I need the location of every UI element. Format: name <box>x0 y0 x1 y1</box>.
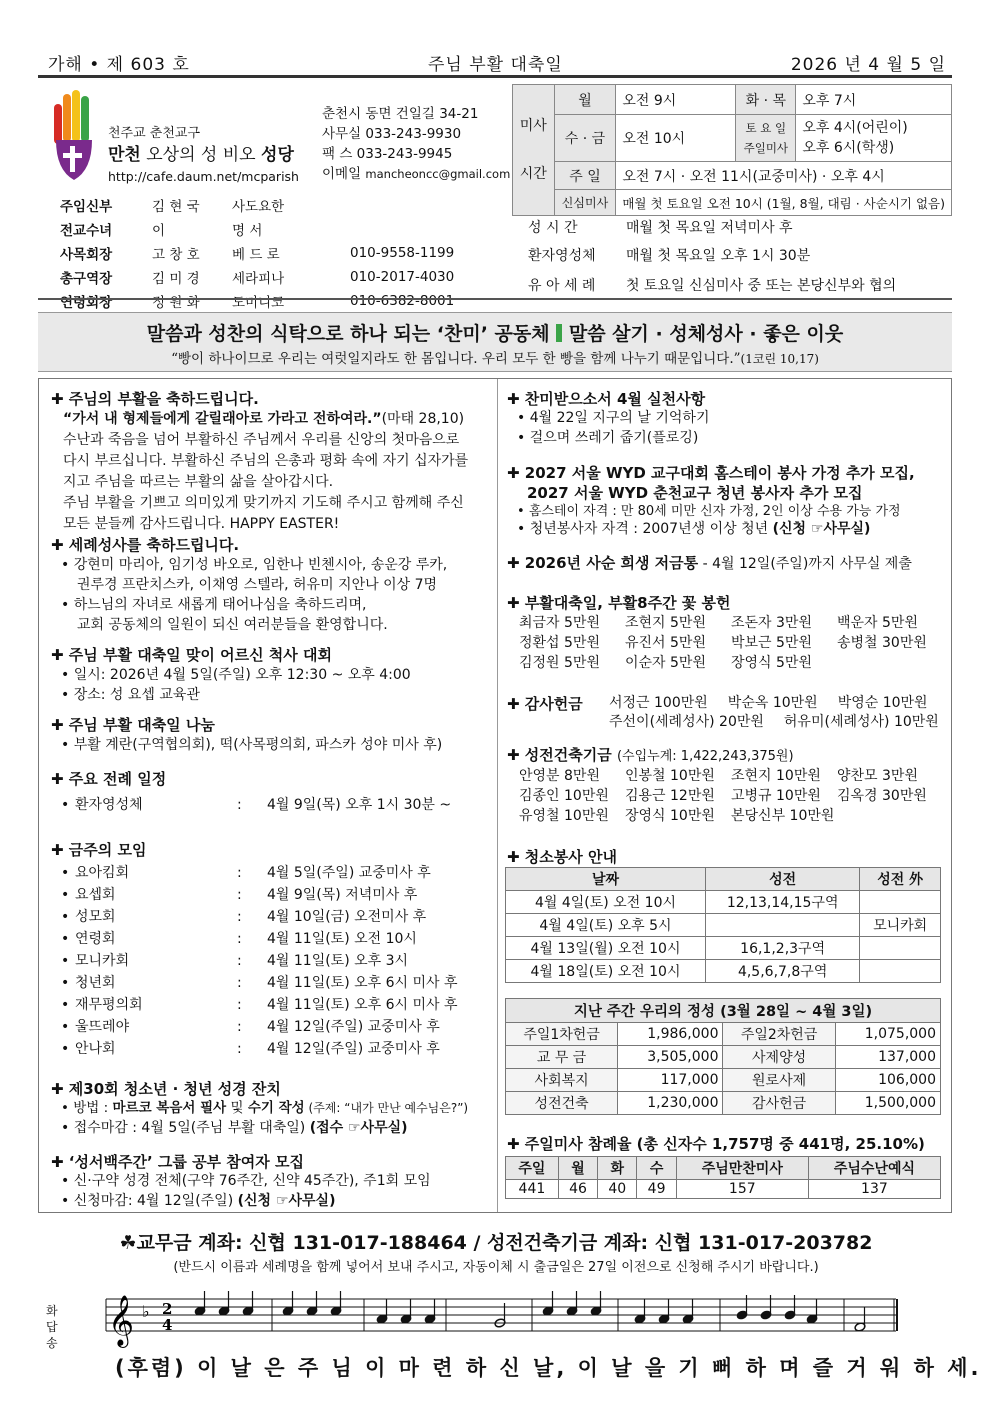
psalm-lyric: (후렴) 이 날 은 주 님 이 마 련 하 신 날, 이 날 을 기 뻐 하 며 즐 거 워 하 세. <box>115 1356 982 1380</box>
share-heading: ✚ 주님 부활 대축일 나눔 <box>51 716 215 734</box>
baptism-heading: ✚ 세례성사를 축하드립니다. <box>51 536 240 554</box>
attendance-value: 137 <box>808 1180 940 1199</box>
mass-tuethu-time: 오후 7시 <box>796 85 952 115</box>
staff-title: 베 드 로 <box>232 247 280 263</box>
donor-entry: 본당신부 10만원 <box>731 808 835 824</box>
easter-line: 지고 주님을 따르는 부활의 삶을 살아갑시다. <box>63 474 334 490</box>
item-when: 4월 11일(토) 오후 6시 미사 후 <box>267 975 458 991</box>
list-bullet: • <box>61 1019 70 1035</box>
infant-baptism-label: 유 아 세 례 <box>528 278 596 294</box>
item-colon: : <box>237 909 242 925</box>
staff-name: 정 원 화 <box>152 295 200 311</box>
list-bullet: • <box>61 931 70 947</box>
bible-week-heading: ✚ ‘성서백주간’ 그룹 공부 참여자 모집 <box>51 1153 304 1171</box>
donor-entry: 허유미(세례성사) 10만원 <box>783 714 939 730</box>
donor-entry: 장영식 5만원 <box>731 655 812 671</box>
item-name: 모니카회 <box>75 953 130 969</box>
mass-label: 미사 시간 <box>513 85 555 216</box>
staff-row <box>60 241 454 265</box>
item-when: 4월 9일(목) 오후 1시 30분 ~ <box>267 797 452 813</box>
list-item <box>61 1017 481 1039</box>
holy-hour-label: 성 시 간 <box>528 220 578 236</box>
list-bullet: • <box>61 997 70 1013</box>
item-when: 4월 10일(금) 오전미사 후 <box>267 909 427 925</box>
offering-row <box>506 1023 941 1046</box>
motto-banner <box>38 312 952 372</box>
cleaning-header: 성전 <box>706 868 860 891</box>
wyd-heading-2: 2027 서울 WYD 춘천교구 청년 봉사자 추가 모집 <box>527 484 863 502</box>
attendance-header: 주님수난예식 <box>808 1157 940 1180</box>
offering-cell: 주일1차헌금 <box>506 1023 618 1046</box>
staff-phone <box>350 217 454 241</box>
liturgy-heading: ✚ 주요 전례 일정 <box>51 770 167 788</box>
attendance-header: 주일 <box>506 1157 559 1180</box>
cleaning-cell: 모니카회 <box>860 914 941 937</box>
item-when: 4월 11일(토) 오후 6시 미사 후 <box>267 997 458 1013</box>
offering-cell: 주일2차헌금 <box>723 1023 835 1046</box>
attendance-header: 주님만찬미사 <box>676 1157 808 1180</box>
holy-hour-time: 매월 첫 목요일 저녁미사 후 <box>626 220 793 236</box>
list-item <box>61 885 481 907</box>
offering-cell: 사회복지 <box>506 1069 618 1092</box>
attendance-value: 46 <box>558 1180 597 1199</box>
offering-cell: 감사헌금 <box>723 1092 835 1115</box>
staff-title: 사도요한 <box>232 199 285 215</box>
psalm-label: 화 답 송 <box>46 1304 58 1350</box>
donor-row <box>519 613 939 633</box>
staff-phone: 010-2017-4030 <box>350 269 455 285</box>
item-name: 청년회 <box>75 975 116 991</box>
cleaning-row <box>506 960 941 983</box>
offering-row <box>506 1069 941 1092</box>
item-colon: : <box>237 797 242 813</box>
thanks-heading: ✚ 감사헌금 <box>507 695 583 713</box>
donor-entry: 조현지 10만원 <box>731 768 821 784</box>
motto-title: 말씀과 성찬의 식탁으로 하나 되는 ‘찬미’ 공동체 말씀 살기 · 성체성사 · 좋은 이웃 <box>146 323 844 345</box>
item-colon: : <box>237 865 242 881</box>
donor-entry: 박순옥 10만원 <box>727 695 818 711</box>
staff-title: 명 서 <box>232 223 263 239</box>
sick-communion-label: 환자영성체 <box>528 248 596 264</box>
donor-entry: 김용근 12만원 <box>625 788 715 804</box>
meetings-list <box>61 863 481 1061</box>
email-row: 이메일 mancheoncc@gmail.com <box>322 166 511 182</box>
offering-cell: 1,986,000 <box>618 1023 723 1046</box>
donor-row <box>519 633 939 653</box>
cleaning-cell: 4월 13일(월) 오전 10시 <box>506 937 706 960</box>
item-name: 연령회 <box>75 931 116 947</box>
cleaning-cell: 4,5,6,7,8구역 <box>706 960 860 983</box>
cleaning-table <box>505 867 941 983</box>
cleaning-cell <box>860 960 941 983</box>
mass-times-table <box>512 84 952 216</box>
share-line: • 부활 계란(구역협의회), 떡(사목평의회, 파스카 성야 미사 후) <box>61 737 443 753</box>
time-signature-bottom: 4 <box>162 1316 173 1334</box>
item-name: 안나회 <box>75 1041 116 1057</box>
staff-row <box>60 289 454 313</box>
donor-row <box>519 653 939 673</box>
donor-entry: 서정근 100만원 <box>609 695 708 711</box>
donor-entry: 박영순 10만원 <box>837 695 928 711</box>
offering-table <box>505 998 941 1115</box>
donor-entry: 조현지 5만원 <box>625 615 706 631</box>
staff-title: 도미니코 <box>232 295 285 311</box>
baptism-line: 교회 공동체의 일원이 되신 여러분들을 환영합니다. <box>77 617 388 633</box>
donor-entry: 유진서 5만원 <box>625 635 706 651</box>
item-name: 울뜨레야 <box>75 1019 130 1035</box>
staff-role: 전교수녀 <box>60 223 113 239</box>
list-bullet: • <box>61 1041 70 1057</box>
list-item <box>61 929 481 951</box>
donor-entry: 송병철 30만원 <box>837 635 927 651</box>
flat-icon: ♭ <box>142 1302 150 1321</box>
donor-entry: 김옥경 30만원 <box>837 788 927 804</box>
cleaning-row <box>506 891 941 914</box>
mass-devotion: 신심미사 <box>554 190 616 216</box>
attendance-heading: ✚ 주일미사 참례율 (총 신자수 1,757명 중 441명, 25.10%) <box>507 1135 925 1153</box>
email-link[interactable]: mancheoncc@gmail.com <box>365 167 511 181</box>
draw-line: • 일시: 2026년 4월 5일(주일) 오후 12:30 ~ 오후 4:00 <box>61 667 411 683</box>
attendance-value: 441 <box>506 1180 559 1199</box>
list-item <box>61 995 481 1017</box>
divider-bar <box>556 324 562 342</box>
diocese-name: 천주교 춘천교구 <box>108 126 201 141</box>
donor-entry: 양찬모 3만원 <box>837 768 918 784</box>
easter-message <box>63 430 468 535</box>
easter-line: 주님 부활을 기쁘고 의미있게 맞기까지 기도해 주시고 함께해 주신 <box>63 495 464 511</box>
attendance-header: 월 <box>558 1157 597 1180</box>
offering-cell: 1,500,000 <box>835 1092 940 1115</box>
issue-number: 가해 • 제 603 호 <box>48 55 190 75</box>
clover-icon: ☘ <box>119 1232 137 1254</box>
flower-heading: ✚ 부활대축일, 부활8주간 꽃 봉헌 <box>507 594 731 612</box>
flower-donors <box>519 613 939 673</box>
building-heading: ✚ 성전건축기금 (수입누계: 1,422,243,375원) <box>507 746 794 764</box>
attendance-header: 수 <box>637 1157 676 1180</box>
mass-tuethu: 화 · 목 <box>736 85 796 115</box>
easter-line: 수난과 죽음을 넘어 부활하신 주님께서 우리를 신앙의 첫마음으로 <box>63 432 460 448</box>
treble-clef-icon: 𝄞 <box>108 1295 135 1346</box>
item-colon: : <box>237 975 242 991</box>
staff-phone: 010-9558-1199 <box>350 245 455 261</box>
item-colon: : <box>237 887 242 903</box>
list-bullet: • <box>61 975 70 991</box>
offering-cell: 3,505,000 <box>618 1046 723 1069</box>
donor-entry: 김종인 10만원 <box>519 788 609 804</box>
item-colon: : <box>237 997 242 1013</box>
baptism-line: 권루경 프란치스카, 이채영 스텔라, 허유미 지안나 이상 7명 <box>77 577 438 593</box>
offering-cell: 1,230,000 <box>618 1092 723 1115</box>
staff-role: 총구역장 <box>60 271 113 287</box>
wyd-heading: ✚ 2027 서울 WYD 교구대회 홈스테이 봉사 가정 추가 모집, <box>507 464 915 482</box>
bible-heading: ✚ 제30회 청소년 · 청년 성경 잔치 <box>51 1080 281 1098</box>
cleaning-row <box>506 914 941 937</box>
offering-cell: 106,000 <box>835 1069 940 1092</box>
baptism-line: • 강현미 마리아, 임기성 바오로, 임한나 빈첸시아, 송운강 루카, <box>61 557 448 573</box>
staff-role: 사목회장 <box>60 247 113 263</box>
donor-entry: 유영철 10만원 <box>519 808 609 824</box>
offering-title: 지난 주간 우리의 정성 (3월 28일 ~ 4월 3일) <box>506 999 941 1023</box>
attendance-value: 157 <box>676 1180 808 1199</box>
bank-note: (반드시 이름과 세례명을 함께 넣어서 보내 주시고, 자동이체 시 출금일은 27일 이전으로 신청해 주시기 바랍니다.) <box>173 1260 819 1275</box>
parish-name: 만천 오상의 성 비오 성당 <box>108 145 294 165</box>
cleaning-header: 날짜 <box>506 868 706 891</box>
staff-name: 김 현 국 <box>152 199 200 215</box>
mass-sun-time: 오전 7시 · 오전 11시(교중미사) · 오후 4시 <box>616 162 952 190</box>
item-when: 4월 5일(주일) 교중미사 후 <box>267 865 431 881</box>
cleaning-heading: ✚ 청소봉사 안내 <box>507 848 617 866</box>
draw-heading: ✚ 주님 부활 대축일 맞이 어르신 척사 대회 <box>51 646 332 664</box>
offering-cell: 원로사제 <box>723 1069 835 1092</box>
donor-row <box>519 806 939 826</box>
item-name: 재무평의회 <box>75 997 143 1013</box>
mass-devotion-time: 매월 첫 토요일 오전 10시 (1월, 8월, 대림 · 사순시기 없음) <box>616 190 952 216</box>
draw-line: • 장소: 성 요셉 교육관 <box>61 687 200 703</box>
bible-line: • 방법 : 마르코 복음서 필사 및 수기 작성 (주제: “내가 만난 예수님은?”) <box>61 1100 469 1116</box>
bible-line: • 접수마감 : 4월 5일(주님 부활 대축일) (접수 ☞사무실) <box>61 1120 408 1136</box>
donor-entry: 최금자 5만원 <box>519 615 600 631</box>
offering-cell: 1,075,000 <box>835 1023 940 1046</box>
thanks-donors <box>609 693 948 714</box>
staff-name: 김 미 경 <box>152 271 200 287</box>
staff-name: 이 <box>152 223 166 239</box>
staff-role: 주임신부 <box>60 199 113 215</box>
practice-line: • 걸으며 쓰레기 줍기(플로깅) <box>517 430 699 446</box>
bank-accounts: ☘교무금 계좌: 신협 131-017-188464 / 성전건축기금 계좌: 신협 131-017-203782 <box>119 1232 873 1254</box>
meetings-heading: ✚ 금주의 모임 <box>51 841 147 859</box>
staff-phone <box>350 193 454 217</box>
wyd-line: • 홈스테이 자격 : 만 80세 미만 신자 가정, 2인 이상 수용 가능 가정 <box>517 504 901 519</box>
sick-communion-time: 매월 첫 목요일 오후 1시 30분 <box>626 248 811 264</box>
mass-wedfri: 수 · 금 <box>554 115 616 162</box>
cleaning-header: 성전 外 <box>860 868 941 891</box>
cleaning-cell <box>860 891 941 914</box>
donor-row <box>519 766 939 786</box>
feast-name: 주님 부활 대축일 <box>428 55 563 75</box>
offering-cell: 사제양성 <box>723 1046 835 1069</box>
lent-heading: ✚ 2026년 사순 희생 저금통 - 4월 12일(주일)까지 사무실 제출 <box>507 554 912 572</box>
mass-mon: 월 <box>554 85 616 115</box>
staff-phone: 010-6382-8001 <box>350 293 455 309</box>
item-name: 성모회 <box>75 909 116 925</box>
item-when: 4월 11일(토) 오후 3시 <box>267 953 409 969</box>
cleaning-cell <box>706 914 860 937</box>
bible-week-line: • 신·구약 성경 전체(구약 76주간, 신약 45주간), 주1회 모임 <box>61 1173 431 1189</box>
donor-entry: 인봉철 10만원 <box>625 768 715 784</box>
liturgy-list <box>61 795 481 817</box>
item-when: 4월 12일(주일) 교중미사 후 <box>267 1041 440 1057</box>
list-item <box>61 951 481 973</box>
list-bullet: • <box>61 887 70 903</box>
list-bullet: • <box>61 909 70 925</box>
thanks-donors <box>609 712 959 733</box>
time-signature-top: 2 <box>162 1300 173 1318</box>
item-when: 4월 12일(주일) 교중미사 후 <box>267 1019 440 1035</box>
list-bullet: • <box>61 865 70 881</box>
issue-date: 2026 년 4 월 5 일 <box>790 55 946 75</box>
cleaning-cell: 16,1,2,3구역 <box>706 937 860 960</box>
mass-sat: 토 요 일 주일미사 <box>736 115 796 162</box>
cleaning-cell: 12,13,14,15구역 <box>706 891 860 914</box>
easter-line: 다시 부르십니다. 부활하신 주님의 은총과 평화 속에 자기 십자가를 <box>63 453 469 469</box>
donor-entry: 안영분 8만원 <box>519 768 600 784</box>
list-item <box>61 973 481 995</box>
donor-entry: 박보근 5만원 <box>731 635 812 651</box>
parish-url[interactable]: http://cafe.daum.net/mcparish <box>108 169 299 184</box>
offering-row <box>506 1092 941 1115</box>
office-phone: 사무실 033-243-9930 <box>322 126 462 142</box>
bible-week-line: • 신청마감: 4월 12일(주일) (신청 ☞사무실) <box>61 1193 336 1209</box>
easter-line: 모든 분들께 감사드립니다. HAPPY EASTER! <box>63 516 340 532</box>
list-item <box>61 863 481 885</box>
mass-mon-time: 오전 9시 <box>616 85 736 115</box>
cleaning-cell: 4월 18일(토) 오전 10시 <box>506 960 706 983</box>
cleaning-row <box>506 937 941 960</box>
offering-row <box>506 1046 941 1069</box>
building-donors <box>519 766 939 826</box>
offering-cell: 교 무 금 <box>506 1046 618 1069</box>
donor-entry: 정환섭 5만원 <box>519 635 600 651</box>
attendance-header: 화 <box>598 1157 637 1180</box>
mass-sun: 주 일 <box>554 162 616 190</box>
item-name: 요아킴회 <box>75 865 130 881</box>
item-colon: : <box>237 931 242 947</box>
donor-entry: 백운자 5만원 <box>837 615 918 631</box>
staff-name: 고 창 호 <box>152 247 200 263</box>
staff-table <box>60 193 454 313</box>
offering-cell: 137,000 <box>835 1046 940 1069</box>
cleaning-cell: 4월 4일(토) 오후 5시 <box>506 914 706 937</box>
list-bullet: • <box>61 797 70 813</box>
news-box <box>38 378 952 1213</box>
staff-row <box>60 265 454 289</box>
easter-heading: ✚ 주님의 부활을 축하드립니다. <box>51 390 259 408</box>
item-when: 4월 11일(토) 오전 10시 <box>267 931 417 947</box>
cleaning-cell <box>860 937 941 960</box>
list-item <box>61 1039 481 1061</box>
donor-entry: 이순자 5만원 <box>625 655 706 671</box>
attendance-value: 40 <box>598 1180 637 1199</box>
easter-quote: “가서 내 형제들에게 갈릴래아로 가라고 전하여라.”(마태 28,10) <box>63 411 465 427</box>
list-item <box>61 795 481 817</box>
list-item <box>61 907 481 929</box>
practice-heading: ✚ 찬미받으소서 4월 실천사항 <box>507 390 706 408</box>
fax-number: 팩 스 033-243-9945 <box>322 146 453 162</box>
infant-baptism-time: 첫 토요일 신심미사 중 또는 본당신부와 협의 <box>626 278 897 294</box>
donor-entry: 고병규 10만원 <box>731 788 821 804</box>
item-name: 요셉회 <box>75 887 116 903</box>
donor-entry: 장영식 10만원 <box>625 808 715 824</box>
parish-logo-icon <box>52 90 94 182</box>
offering-cell: 성전건축 <box>506 1092 618 1115</box>
mass-sat-time: 오후 4시(어린이) 오후 6시(학생) <box>796 115 952 162</box>
attendance-value: 49 <box>637 1180 676 1199</box>
staff-title: 세라피나 <box>232 271 285 287</box>
wyd-line: • 청년봉사자 자격 : 2007년생 이상 청년 (신청 ☞사무실) <box>517 521 871 537</box>
item-colon: : <box>237 953 242 969</box>
donor-row <box>519 786 939 806</box>
donor-entry: 주선이(세례성사) 20만원 <box>609 714 764 730</box>
parish-address: 춘천시 동면 건일길 34-21 <box>322 106 479 122</box>
staff-row <box>60 217 454 241</box>
item-colon: : <box>237 1041 242 1057</box>
mass-wedfri-time: 오전 10시 <box>616 115 736 162</box>
item-colon: : <box>237 1019 242 1035</box>
donor-entry: 조돈자 3만원 <box>731 615 812 631</box>
motto-quote: “빵이 하나이므로 우리는 여럿일지라도 한 몸입니다. 우리 모두 한 빵을 함께 나누기 때문입니다.”(1코린 10,17) <box>171 351 819 367</box>
cleaning-cell: 4월 4일(토) 오전 10시 <box>506 891 706 914</box>
issue-header <box>38 42 952 78</box>
item-when: 4월 9일(목) 저녁미사 후 <box>267 887 418 903</box>
attendance-table <box>505 1156 941 1199</box>
item-name: 환자영성체 <box>75 797 143 813</box>
list-bullet: • <box>61 953 70 969</box>
staff-role: 연령회장 <box>60 295 113 311</box>
practice-line: • 4월 22일 지구의 날 기억하기 <box>517 410 710 426</box>
donor-entry: 김정원 5만원 <box>519 655 600 671</box>
staff-row <box>60 193 454 217</box>
psalm-staff <box>100 1285 900 1355</box>
baptism-line: • 하느님의 자녀로 새롭게 태어나심을 축하드리며, <box>61 597 367 613</box>
offering-cell: 117,000 <box>618 1069 723 1092</box>
